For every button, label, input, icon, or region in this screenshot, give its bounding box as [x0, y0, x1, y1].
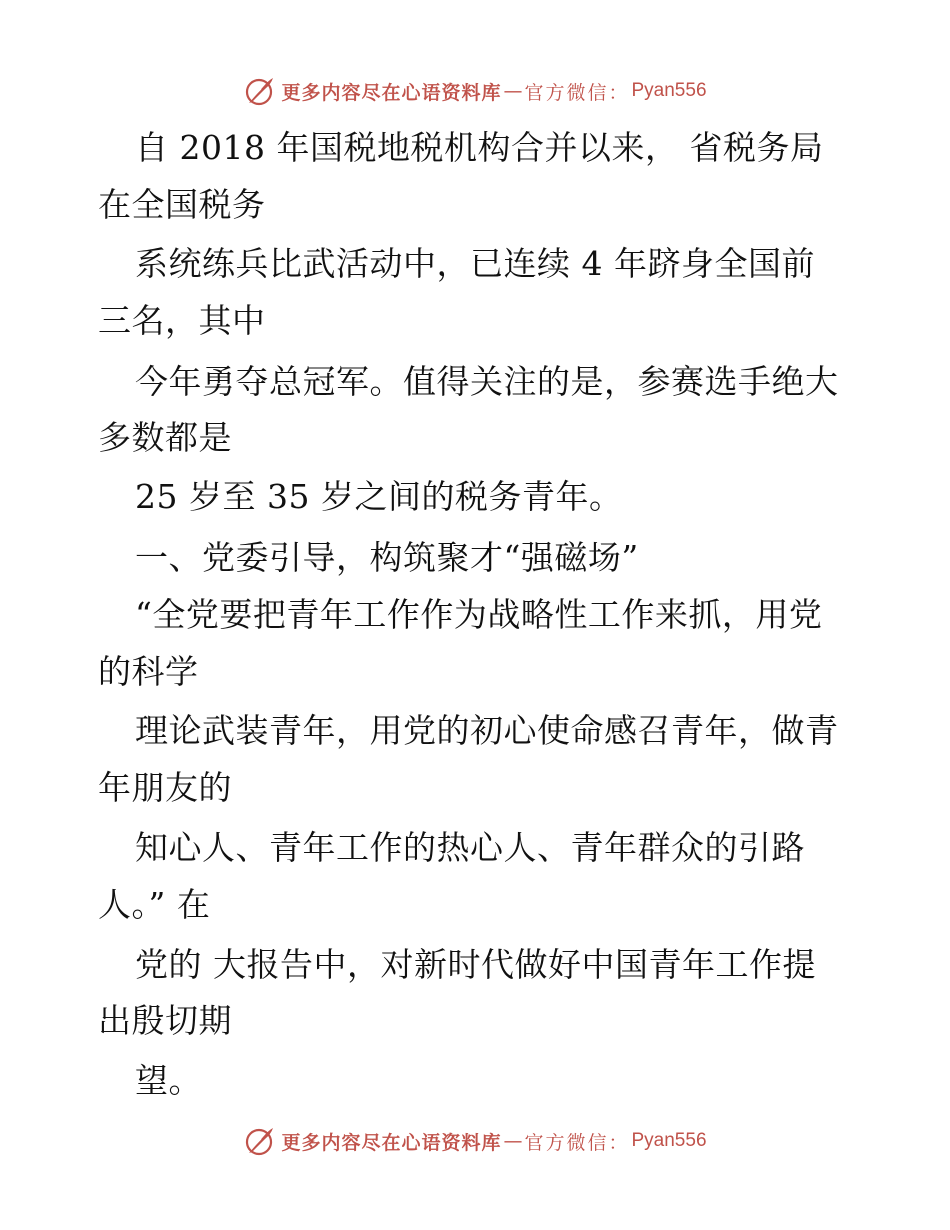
footer-watermark-banner	[0, 1121, 950, 1161]
paragraph-line: 在全国税务	[98, 185, 266, 224]
paragraph-line: 望。	[135, 1061, 202, 1100]
banner-official-label: 官方微信：	[524, 81, 630, 104]
paragraph-line: 人。” 在	[98, 885, 211, 924]
paragraph-line: 系统练兵比武活动中，已连续 4 年跻身全国前	[135, 244, 815, 283]
paragraph-line: 三名，其中	[98, 301, 266, 340]
paragraph-line: 多数都是	[98, 418, 232, 457]
paragraph-line: 的科学	[98, 652, 199, 691]
paragraph-line: 理论武装青年，用党的初心使命感召青年，做青	[135, 711, 839, 750]
banner-separator: —	[503, 80, 523, 102]
paragraph-line: 自 2018 年国税地税机构合并以来， 省税务局	[135, 128, 824, 167]
paragraph-line: 党的 大报告中，对新时代做好中国青年工作提	[135, 945, 816, 984]
banner-brand-text: 更多内容尽在心语资料库	[281, 1131, 502, 1154]
quill-logo-icon	[243, 75, 275, 107]
header-watermark-banner	[0, 71, 950, 111]
quill-logo-icon	[243, 1125, 275, 1157]
banner-official-label: 官方微信：	[524, 1131, 630, 1154]
paragraph-line: 出殷切期	[98, 1001, 232, 1040]
paragraph-line: 今年勇夺总冠军。值得关注的是，参赛选手绝大	[135, 362, 839, 401]
banner-wechat-id: Pyan556	[631, 1130, 707, 1151]
banner-wechat-id: Pyan556	[631, 80, 707, 101]
paragraph-line: 年朋友的	[98, 768, 232, 807]
banner-separator: —	[503, 1130, 523, 1152]
paragraph-line: 知心人、青年工作的热心人、青年群众的引路	[135, 828, 805, 867]
section-heading: 一、党委引导，构筑聚才“强磁场”	[135, 538, 639, 577]
paragraph-line: “全党要把青年工作作为战略性工作来抓，用党	[135, 595, 823, 634]
banner-brand-text: 更多内容尽在心语资料库	[281, 81, 502, 104]
paragraph-line: 25 岁至 35 岁之间的税务青年。	[135, 477, 623, 516]
